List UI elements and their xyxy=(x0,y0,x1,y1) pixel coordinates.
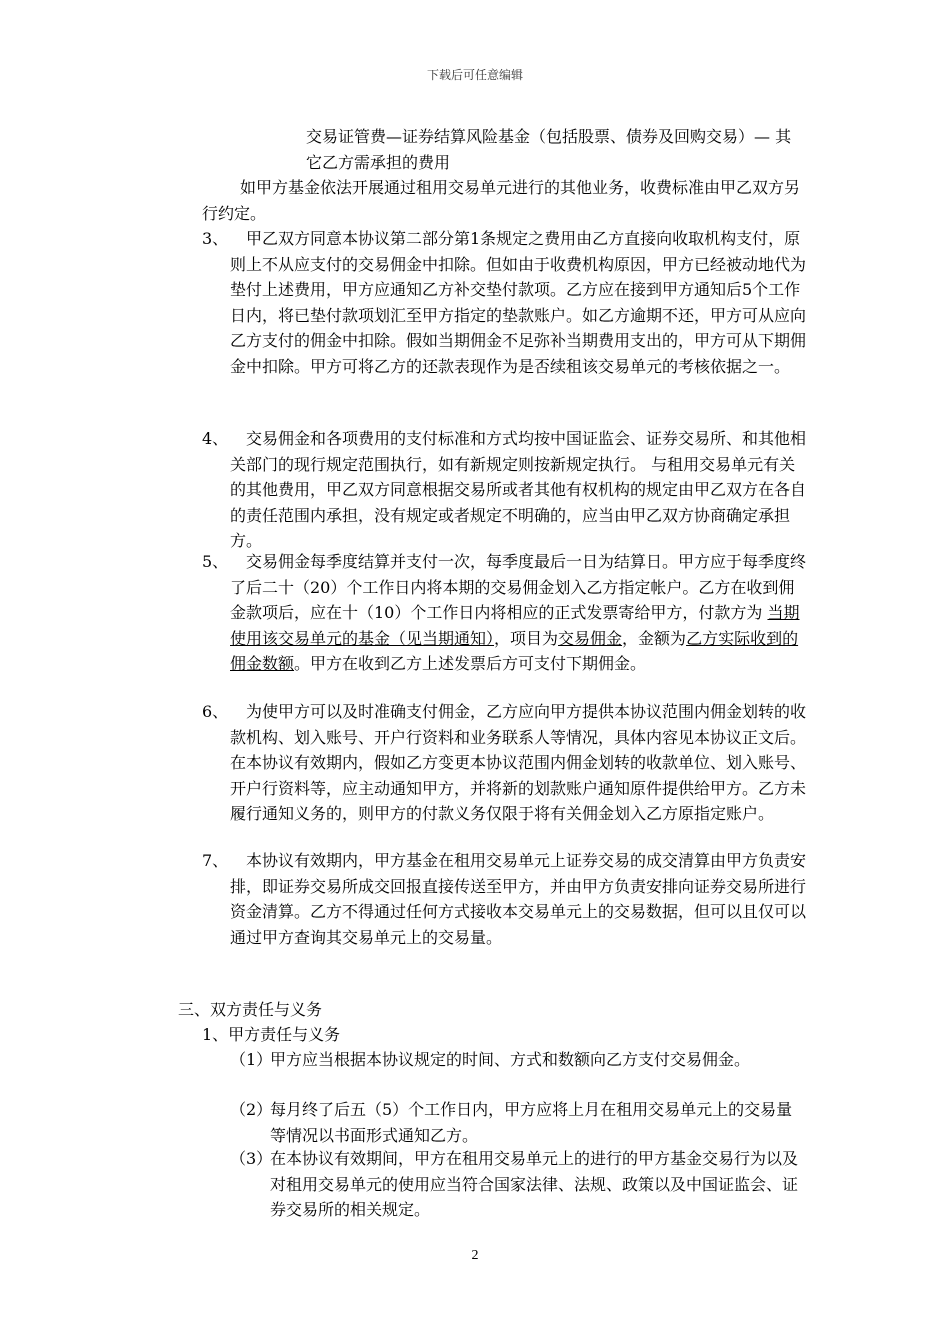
point-number: （1） xyxy=(230,1050,273,1069)
point-2-text: 每月终了后五（5）个工作日内，甲方应将上月在租用交易单元上的交易量等情况以书面形式通知乙方。 xyxy=(270,1100,793,1145)
point-1-text: 甲方应当根据本协议规定的时间、方式和数额向乙方支付交易佣金。 xyxy=(270,1050,751,1069)
point-3-text: 在本协议有效期间，甲方在租用交易单元上的进行的甲方基金交易行为以及对租用交易单元的使用应当符合国家法律、法规、政策以及中国证监会、证券交易所的相关规定。 xyxy=(270,1149,799,1220)
item-number: 6、 xyxy=(202,702,229,721)
fee-lines: 交易证管费—证券结算风险基金（包括股票、债券及回购交易）— 其它乙方需承担的费用 xyxy=(306,127,792,172)
item-number: 7、 xyxy=(202,851,229,870)
page-number: 2 xyxy=(471,1248,479,1263)
payer-underline: 当期使用该交易单元的基金（见当期通知） xyxy=(230,603,800,648)
item-number: 4、 xyxy=(202,429,229,448)
item-7-text: 本协议有效期内，甲方基金在租用交易单元上证券交易的成交清算由甲方负责安排，即证券交易所成交回报直接传送至甲方，并由甲方负责安排向证券交易所进行资金清算。乙方不得通过任何方式接收本交易单元上的交易数据，但可以且仅可以通过甲方查询其交易单元上的交易量。 xyxy=(230,851,807,947)
section-3-title: 三、双方责任与义务 xyxy=(178,1000,323,1019)
item-5-text: 交易佣金每季度结算并支付一次，每季度最后一日为结算日。甲方应于每季度终了后二十（20）个工作日内将本期的交易佣金划入乙方指定帐户。乙方在收到佣金款项后，应在十（10）个工作日内将相应的正式发票寄给甲方，付款方为 当期使用该交易单元的基金（见当期通知），项目为交易佣金，金额为乙方实际收到的佣金数额。甲方在收到乙方上述发票后方可支付下期佣金。 xyxy=(230,552,807,674)
amount-underline: 乙方实际收到的佣金数额 xyxy=(230,628,799,674)
item-6-text: 为使甲方可以及时准确支付佣金，乙方应向甲方提供本协议范围内佣金划转的收款机构、划入账号、开户行资料和业务联系人等情况，具体内容见本协议正文后。在本协议有效期内，假如乙方变更本协议范围内佣金划转的收款单位、划入账号、开户行资料等，应主动通知甲方，并将新的划款账户通知原件提供给甲方。乙方未履行通知义务的，则甲方的付款义务仅限于将有关佣金划入乙方原指定账户。 xyxy=(230,702,807,824)
subsection-1-title: 1、甲方责任与义务 xyxy=(202,1025,341,1044)
point-number: （2） xyxy=(230,1100,273,1119)
header-note: 下载后可任意编辑 xyxy=(426,68,523,82)
item-3-text: 甲乙双方同意本协议第二部分第1条规定之费用由乙方直接向收取机构支付，原则上不从应支付的交易佣金中扣除。但如由于收费机构原因，甲方已经被动地代为垫付上述费用，甲方应通知乙方补交垫付款项。乙方应在接到甲方通知后5个工作日内，将已垫付款项划汇至甲方指定的垫款账户。如乙方逾期不还，甲方可从应向乙方支付的佣金中扣除。假如当期佣金不足弥补当期费用支出的，甲方可从下期佣金中扣除。甲方可将乙方的还款表现作为是否续租该交易单元的考核依据之一。 xyxy=(230,229,807,376)
item-number: 5、 xyxy=(202,552,229,571)
project-underline: 交易佣金 xyxy=(558,628,623,648)
item-4-text: 交易佣金和各项费用的支付标准和方式均按中国证监会、证券交易所、和其他相关部门的现行规定范围执行，如有新规定则按新规定执行。 与租用交易单元有关的其他费用，甲乙双方同意根据交易所或者其他有权机构的规定由甲乙双方在各自的责任范围内承担，没有规定或者规定不明确的，应当由甲乙双方协商确定承担方。 xyxy=(230,429,807,551)
other-business-paragraph: 如甲方基金依法开展通过租用交易单元进行的其他业务，收费标准由甲乙双方另行约定。 xyxy=(202,178,801,223)
point-number: （3） xyxy=(230,1149,273,1168)
item-number: 3、 xyxy=(202,229,229,248)
